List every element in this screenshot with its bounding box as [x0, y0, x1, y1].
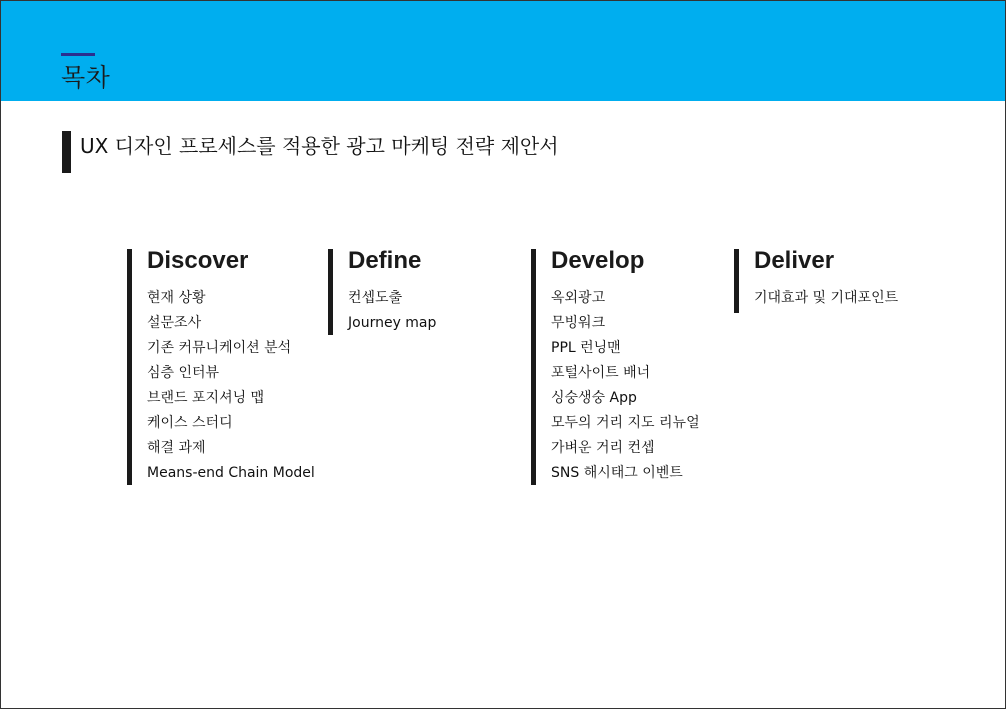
- column-item-list: [754, 286, 898, 311]
- subtitle-bar: [62, 131, 71, 173]
- column-item-list: [147, 286, 315, 486]
- column-bar: [531, 249, 536, 485]
- column-title: Define: [348, 247, 422, 274]
- list-item: 모두의 거리 지도 리뉴얼: [551, 415, 700, 431]
- column-item-list: [348, 286, 436, 336]
- list-item: SNS 해시태그 이벤트: [551, 465, 683, 481]
- header-accent-line: [61, 53, 95, 56]
- list-item: 무빙워크: [551, 315, 606, 331]
- page-title: 목차: [61, 63, 111, 92]
- list-item: Journey map: [348, 315, 437, 331]
- list-item: 옥외광고: [551, 290, 606, 306]
- list-item: 케이스 스터디: [147, 415, 233, 431]
- list-item: 가벼운 거리 컨셉: [551, 440, 655, 456]
- list-item: 포털사이트 배너: [551, 365, 651, 381]
- column-content: [551, 246, 700, 486]
- column-bar: [734, 249, 739, 313]
- list-item: 싱숭생숭 App: [551, 390, 637, 406]
- list-item: 컨셉도출: [348, 290, 403, 306]
- column-item-list: [551, 286, 700, 486]
- column-content: [147, 246, 315, 486]
- presentation-subtitle: UX 디자인 프로세스를 적용한 광고 마케팅 전략 제안서: [80, 134, 559, 158]
- list-item: PPL 런닝맨: [551, 340, 621, 356]
- list-item: 심층 인터뷰: [147, 365, 220, 381]
- column-title: Discover: [147, 247, 249, 274]
- column-bar: [328, 249, 333, 335]
- list-item: Means-end Chain Model: [147, 465, 315, 481]
- column-content: [348, 246, 436, 336]
- list-item: 설문조사: [147, 315, 202, 331]
- column-bar: [127, 249, 132, 485]
- list-item: 기존 커뮤니케이션 분석: [147, 340, 292, 356]
- list-item: 현재 상황: [147, 290, 206, 306]
- column-title: Develop: [551, 247, 645, 274]
- list-item: 해결 과제: [147, 440, 206, 456]
- column-content: [754, 246, 898, 311]
- list-item: 브랜드 포지셔닝 맵: [147, 390, 265, 406]
- list-item: 기대효과 및 기대포인트: [754, 290, 899, 306]
- header-band: [1, 1, 1005, 101]
- column-title: Deliver: [754, 247, 835, 274]
